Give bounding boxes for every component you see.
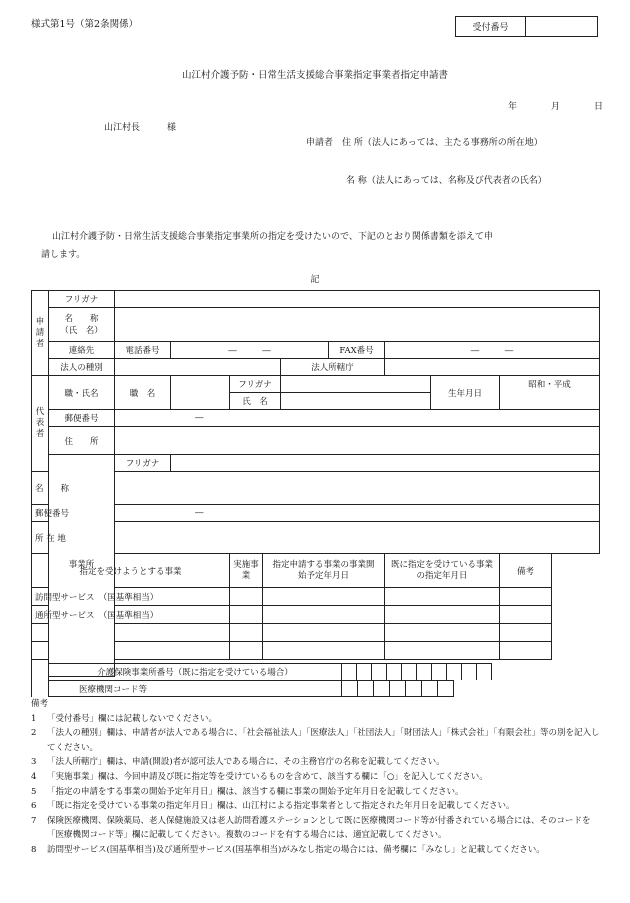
note-number: 4 bbox=[31, 771, 37, 782]
code-digit-cell[interactable] bbox=[387, 664, 402, 680]
intro-text-line1: 山江村介護予防・日常生活支援総合事業指定事業所の指定を受けたいので、下記のとおり関係書類を添えて申 bbox=[52, 232, 493, 242]
contact-label: 連絡先 bbox=[49, 342, 115, 359]
office-section-label: 事業所 bbox=[49, 455, 115, 677]
note-item bbox=[31, 770, 606, 785]
service-row-2-start[interactable] bbox=[263, 606, 385, 624]
code-digit-cell[interactable] bbox=[358, 681, 374, 696]
rep-address-label: 住 所 bbox=[49, 427, 115, 455]
applicant-name-label: 名 称（法人にあっては、名称及び代表者の氏名） bbox=[346, 176, 547, 186]
code-digit-cell[interactable] bbox=[422, 681, 438, 696]
service-row-1-implement[interactable] bbox=[230, 588, 263, 606]
applicant-address-label: 申請者 住 所（法人にあっては、主たる事務所の所在地） bbox=[306, 138, 543, 148]
office-furigana-label: フリガナ bbox=[115, 455, 171, 472]
service-row-4-label[interactable] bbox=[32, 642, 230, 660]
date-day: 日 bbox=[594, 102, 604, 112]
note-number: 5 bbox=[31, 786, 37, 797]
service-row-2-existing[interactable] bbox=[385, 606, 500, 624]
office-postal-field[interactable] bbox=[115, 505, 600, 522]
applicant-name-paren: （氏 名） bbox=[60, 325, 103, 336]
ki-heading: 記 bbox=[310, 275, 320, 285]
service-row-4-remarks[interactable] bbox=[500, 642, 552, 660]
note-text: 「法人所轄庁」欄は、申請(開設)者が認可法人である場合に、その主務官庁の名称を記載してください。 bbox=[47, 757, 445, 768]
code-digit-cell[interactable] bbox=[447, 664, 462, 680]
corp-authority-label: 法人所轄庁 bbox=[281, 359, 385, 376]
rep-address-field[interactable] bbox=[115, 427, 600, 455]
rep-position-field[interactable] bbox=[171, 376, 230, 410]
note-text: 「法人の種別」欄は、申請者が法人である場合に、「社会福祉法人」「医療法人」「社団法人」「財団法人」「株式会社」「有限会社」等の別を記入してください。 bbox=[47, 728, 600, 753]
rep-title-name-label: 職・氏名 bbox=[49, 376, 115, 410]
rep-section-label: 代表者 bbox=[32, 376, 49, 472]
addressee: 山江村長 様 bbox=[104, 123, 177, 133]
notes-section bbox=[31, 697, 606, 858]
col-implement-header: 実施事業 bbox=[230, 554, 263, 588]
rep-name-field[interactable] bbox=[281, 393, 431, 410]
note-number: 7 bbox=[31, 815, 37, 826]
rep-postal-field[interactable] bbox=[115, 410, 600, 427]
rep-name-label: 氏 名 bbox=[230, 393, 281, 410]
note-text: 保険医療機関、保険薬局、老人保健施設又は老人訪問看護ステーションとして既に医療機関コード等が付番されている場合には、そのコードを「医療機関コード等」欄に記載してください。複数のコードを有する場合には、適宜記載してください。 bbox=[47, 815, 591, 841]
office-name-field[interactable] bbox=[115, 472, 600, 505]
office-postal-label: 郵便番号 bbox=[32, 505, 49, 522]
code-digit-cell[interactable] bbox=[342, 681, 358, 696]
service-row-1-label: 訪問型サービス （国基準相当） bbox=[32, 588, 230, 606]
code-digit-cell[interactable] bbox=[357, 664, 372, 680]
code-digit-cell[interactable] bbox=[462, 664, 477, 680]
code-digit-cell[interactable] bbox=[342, 664, 357, 680]
rep-furigana-label: フリガナ bbox=[230, 376, 281, 393]
note-number: 6 bbox=[31, 801, 37, 812]
service-row-2-label: 通所型サービス （国基準相当） bbox=[32, 606, 230, 624]
fax-field[interactable]: ― ― bbox=[385, 342, 600, 359]
date-year: 年 bbox=[508, 102, 518, 112]
applicant-section-label: 申請者 bbox=[32, 291, 49, 376]
rep-postal-dash: ― bbox=[195, 413, 204, 423]
note-text: 「実施事業」欄は、今回申請及び既に指定等を受けているものを含めて、該当する欄に「○」を記入してください。 bbox=[47, 771, 488, 782]
code-digit-cell[interactable] bbox=[390, 681, 406, 696]
corp-authority-field[interactable] bbox=[385, 359, 600, 376]
care-insurance-no-grid[interactable] bbox=[342, 663, 492, 680]
birthdate-field[interactable] bbox=[500, 376, 600, 410]
fax-label: FAX番号 bbox=[329, 342, 385, 359]
receipt-number-field[interactable] bbox=[526, 17, 597, 36]
office-postal-dash: ― bbox=[195, 508, 204, 518]
applicant-furigana-field[interactable] bbox=[115, 291, 600, 308]
note-text: 「受付番号」欄には記載しないでください。 bbox=[47, 713, 218, 724]
rep-postal-label: 郵便番号 bbox=[49, 410, 115, 427]
service-row-4-start[interactable] bbox=[263, 642, 385, 660]
service-row-3-existing[interactable] bbox=[385, 624, 500, 642]
code-digit-cell[interactable] bbox=[374, 681, 390, 696]
office-location-label: 所 在 地 bbox=[32, 522, 49, 554]
corp-type-label: 法人の種別 bbox=[49, 359, 115, 376]
date-month: 月 bbox=[551, 102, 561, 112]
birthdate-label: 生年月日 bbox=[431, 376, 500, 410]
intro-text-line2: 請します。 bbox=[41, 250, 86, 260]
office-furigana-field[interactable] bbox=[171, 455, 600, 472]
note-number: 2 bbox=[31, 728, 37, 739]
col-service-header: 指定を受けようとする事業 bbox=[32, 554, 230, 588]
code-digit-cell[interactable] bbox=[438, 681, 454, 696]
office-name-label: 名 称 bbox=[32, 472, 49, 505]
note-item bbox=[31, 726, 606, 755]
code-digit-cell[interactable] bbox=[372, 664, 387, 680]
phone-label: 電話番号 bbox=[115, 342, 171, 359]
code-digit-cell[interactable] bbox=[406, 681, 422, 696]
care-insurance-no-label: 介護保険事業所番号（既に指定を受けている場合） bbox=[48, 663, 342, 680]
receipt-number-label: 受付番号 bbox=[456, 17, 526, 36]
note-number: 3 bbox=[31, 757, 37, 768]
note-item bbox=[31, 712, 606, 727]
note-text: 「既に指定を受けている事業の指定年月日」欄は、山江村による指定事業者として指定された年月日を記載してください。 bbox=[47, 801, 515, 812]
service-row-1-start[interactable] bbox=[263, 588, 385, 606]
service-row-3-implement[interactable] bbox=[230, 624, 263, 642]
rep-furigana-field[interactable] bbox=[281, 376, 431, 393]
application-table bbox=[31, 290, 600, 677]
code-digit-cell[interactable] bbox=[432, 664, 447, 680]
service-row-2-implement[interactable] bbox=[230, 606, 263, 624]
applicant-name-field[interactable] bbox=[115, 308, 600, 342]
medical-code-grid[interactable] bbox=[342, 680, 454, 697]
code-digit-cell[interactable] bbox=[417, 664, 432, 680]
code-digit-cell[interactable] bbox=[477, 664, 492, 680]
office-location-field[interactable] bbox=[115, 522, 600, 554]
date-line[interactable] bbox=[508, 99, 603, 112]
service-row-4-existing[interactable] bbox=[385, 642, 500, 660]
note-number: 8 bbox=[31, 844, 37, 855]
era-label: 昭和・平成 bbox=[528, 380, 571, 390]
code-rows bbox=[31, 663, 599, 697]
col-existing-header: 既に指定を受けている事業の指定年月日 bbox=[385, 554, 500, 588]
rep-position-label: 職 名 bbox=[115, 376, 171, 410]
document-title: 山江村介護予防・日常生活支援総合事業指定事業者指定申請書 bbox=[181, 70, 448, 81]
note-item bbox=[31, 799, 606, 814]
col-start-header: 指定申請する事業の事業開始予定年月日 bbox=[263, 554, 385, 588]
applicant-name-label: 名 称 bbox=[64, 313, 99, 324]
note-item bbox=[31, 785, 606, 800]
note-text: 訪問型サービス(国基準相当)及び通所型サービス(国基準相当)がみなし指定の場合には、備考欄に「みなし」と記載してください。 bbox=[47, 844, 545, 855]
service-row-1-existing[interactable] bbox=[385, 588, 500, 606]
service-row-3-start[interactable] bbox=[263, 624, 385, 642]
medical-code-label: 医療機関コード等 bbox=[48, 680, 342, 697]
applicant-furigana-label: フリガナ bbox=[49, 291, 115, 308]
note-item bbox=[31, 755, 606, 770]
applicant-name-cell bbox=[49, 308, 115, 342]
note-item bbox=[31, 814, 606, 843]
service-row-2-remarks[interactable] bbox=[500, 606, 552, 624]
corp-type-field[interactable] bbox=[115, 359, 281, 376]
service-row-3-label[interactable] bbox=[32, 624, 230, 642]
service-row-3-remarks[interactable] bbox=[500, 624, 552, 642]
col-remarks-header: 備考 bbox=[500, 554, 552, 588]
receipt-number-box bbox=[455, 16, 598, 37]
phone-field[interactable]: ― ― bbox=[171, 342, 329, 359]
notes-list bbox=[31, 712, 606, 858]
service-row-1-remarks[interactable] bbox=[500, 588, 552, 606]
note-item bbox=[31, 843, 606, 858]
service-row-4-implement[interactable] bbox=[230, 642, 263, 660]
note-number: 1 bbox=[31, 713, 37, 724]
notes-heading: 備考 bbox=[31, 699, 49, 709]
note-text: 「指定の申請をする事業の開始予定年月日」欄は、該当する欄に事業の開始予定年月日を記載してください。 bbox=[47, 786, 464, 797]
form-number: 様式第1号（第2条関係） bbox=[31, 19, 139, 30]
code-digit-cell[interactable] bbox=[402, 664, 417, 680]
